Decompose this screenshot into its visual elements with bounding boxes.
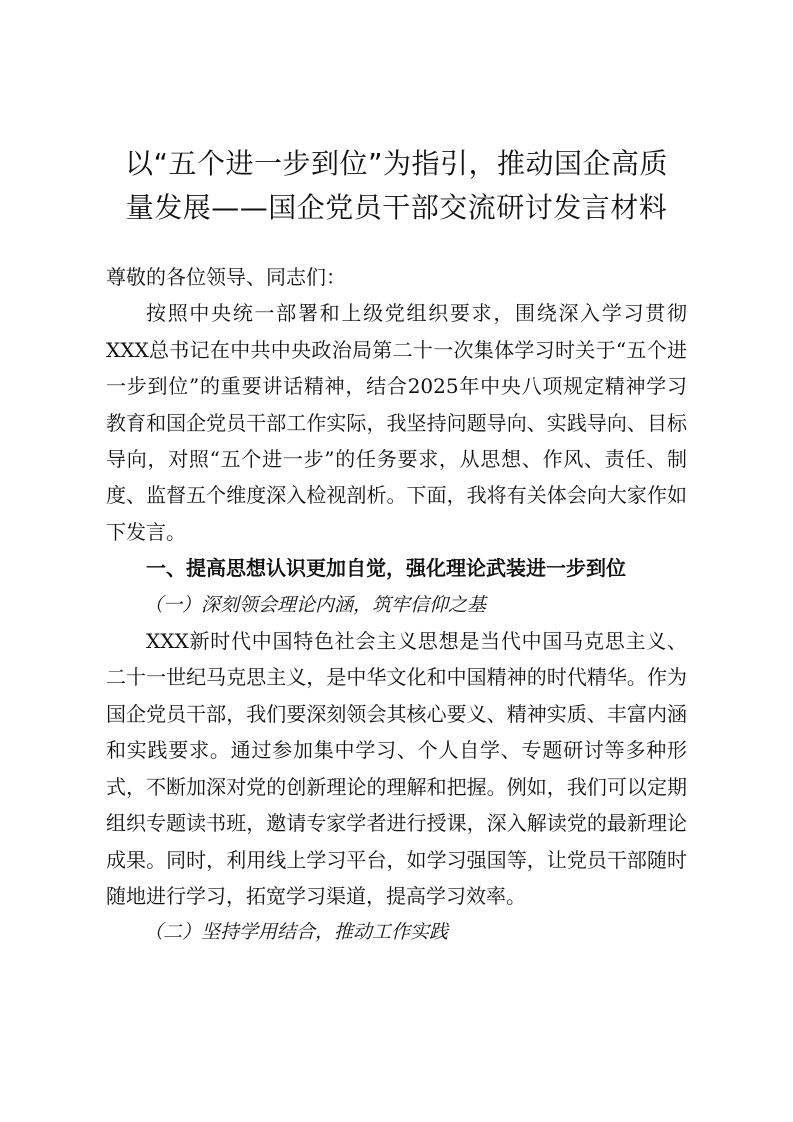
title-line-2: 量发展——国企党员干部交流研讨发言材料 [125, 191, 668, 224]
salutation: 尊敬的各位领导、同志们： [106, 265, 346, 289]
subsection-2-heading: （二）坚持学用结合，推动工作实践 [144, 921, 449, 944]
intro-paragraph: 按照中央统一部署和上级党组织要求，围绕深入学习贯彻XXX总书记在中共中央政治局第二十一次集体学习时关于“五个进一步到位”的重要讲话精神，结合2025年中央八项规定精神学习教育和国企党员干部工作实际，我坚持问题导向、实践导向、目标导向，对照“五个进一步”的任务要求，从思想、作风、责任、制度、监督五个维度深入检视剖析。下面，我将有关体会向大家作如下发言。 [106, 301, 687, 544]
section-1-heading: 一、提高思想认识更加自觉，强化理论武装进一步到位 [146, 556, 626, 581]
title-line-1: 以“五个进一步到位”为指引，推动国企高质 [124, 147, 668, 180]
subsection-1-heading: （一）深刻领会理论内涵，筑牢信仰之基 [144, 593, 487, 616]
subsection-1-paragraph: XXX新时代中国特色社会主义思想是当代中国马克思主义、二十一世纪马克思主义，是中华文化和中国精神的时代精华。作为国企党员干部，我们要深刻领会其核心要义、精神实质、丰富内涵和实践要求。通过参加集中学习、个人自学、专题研讨等多种形式，不断加深对党的创新理论的理解和把握。例如，我们可以定期组织专题读书班，邀请专家学者进行授课，深入解读党的最新理论成果。同时，利用线上学习平台，如学习强国等，让党员干部随时随地进行学习，拓宽学习渠道，提高学习效率。 [106, 629, 687, 908]
document-title [106, 0, 687, 230]
document-body [106, 259, 687, 951]
